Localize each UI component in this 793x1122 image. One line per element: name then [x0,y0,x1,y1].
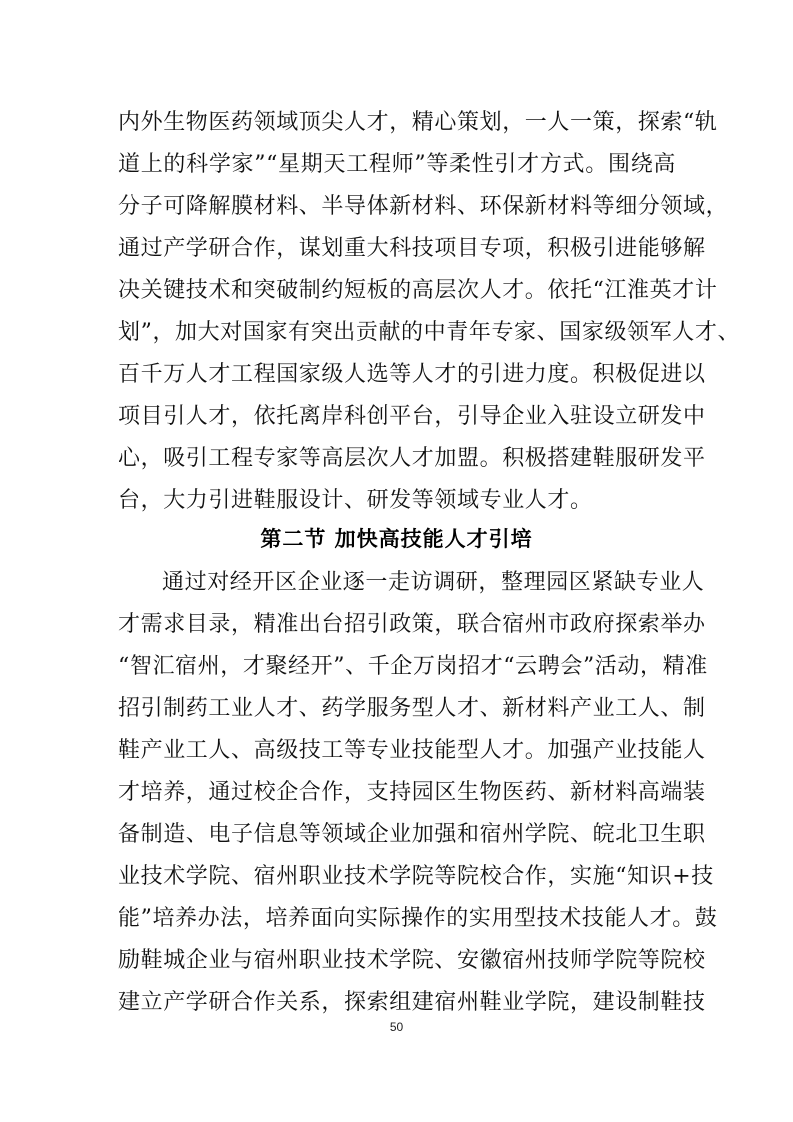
body-text-line: 招引制药工业人才、药学服务型人才、新材料产业工人、制 [118,696,706,721]
body-text-line: 通过产学研合作，谋划重大科技项目专项，积极引进能够解 [118,236,706,261]
page-number: 50 [389,1020,404,1034]
body-text-line: 才需求目录，精准出台招引政策，联合宿州市政府探索举办 [118,612,706,637]
section-heading: 第二节 加快高技能人才引培 [260,527,533,551]
body-text-line: 台，大力引进鞋服设计、研发等领域专业人才。 [118,488,593,513]
body-text-line: 能”培养办法，培养面向实际操作的实用型技术技能人才。鼓 [118,906,718,931]
body-text-line: 建立产学研合作关系，探索组建宿州鞋业学院，建设制鞋技 [118,990,706,1015]
body-text-line: 分子可降解膜材料、半导体新材料、环保新材料等细分领域， [118,194,729,219]
body-text-line: 决关键技术和突破制约短板的高层次人才。依托“江淮英才计 [118,278,718,303]
body-text-line: “智汇宿州，才聚经开”、千企万岗招才“云聘会”活动，精准 [118,654,708,679]
body-text-line: 业技术学院、宿州职业技术学院等院校合作，实施“知识+技 [118,864,714,889]
body-text-line: 鞋产业工人、高级技工等专业技能型人才。加强产业技能人 [118,738,706,763]
body-text-line: 备制造、电子信息等领域企业加强和宿州学院、皖北卫生职 [118,822,706,847]
body-text-line: 通过对经开区企业逐一走访调研，整理园区紧缺专业人 [162,570,705,595]
body-text-line: 心，吸引工程专家等高层次人才加盟。积极搭建鞋服研发平 [118,446,706,471]
body-text-line: 励鞋城企业与宿州职业技术学院、安徽宿州技师学院等院校 [118,948,706,973]
body-text-line: 百千万人才工程国家级人选等人才的引进力度。积极促进以 [118,362,706,387]
body-text-line: 道上的科学家”“星期天工程师”等柔性引才方式。围绕高 [118,152,676,177]
body-text-line: 才培养，通过校企合作，支持园区生物医药、新材料高端装 [118,780,706,805]
body-text-line: 项目引人才，依托离岸科创平台，引导企业入驻设立研发中 [118,404,706,429]
body-text-line: 内外生物医药领域顶尖人才，精心策划，一人一策，探索“轨 [118,110,718,135]
body-text-line: 划”，加大对国家有突出贡献的中青年专家、国家级领军人才、 [118,320,741,345]
